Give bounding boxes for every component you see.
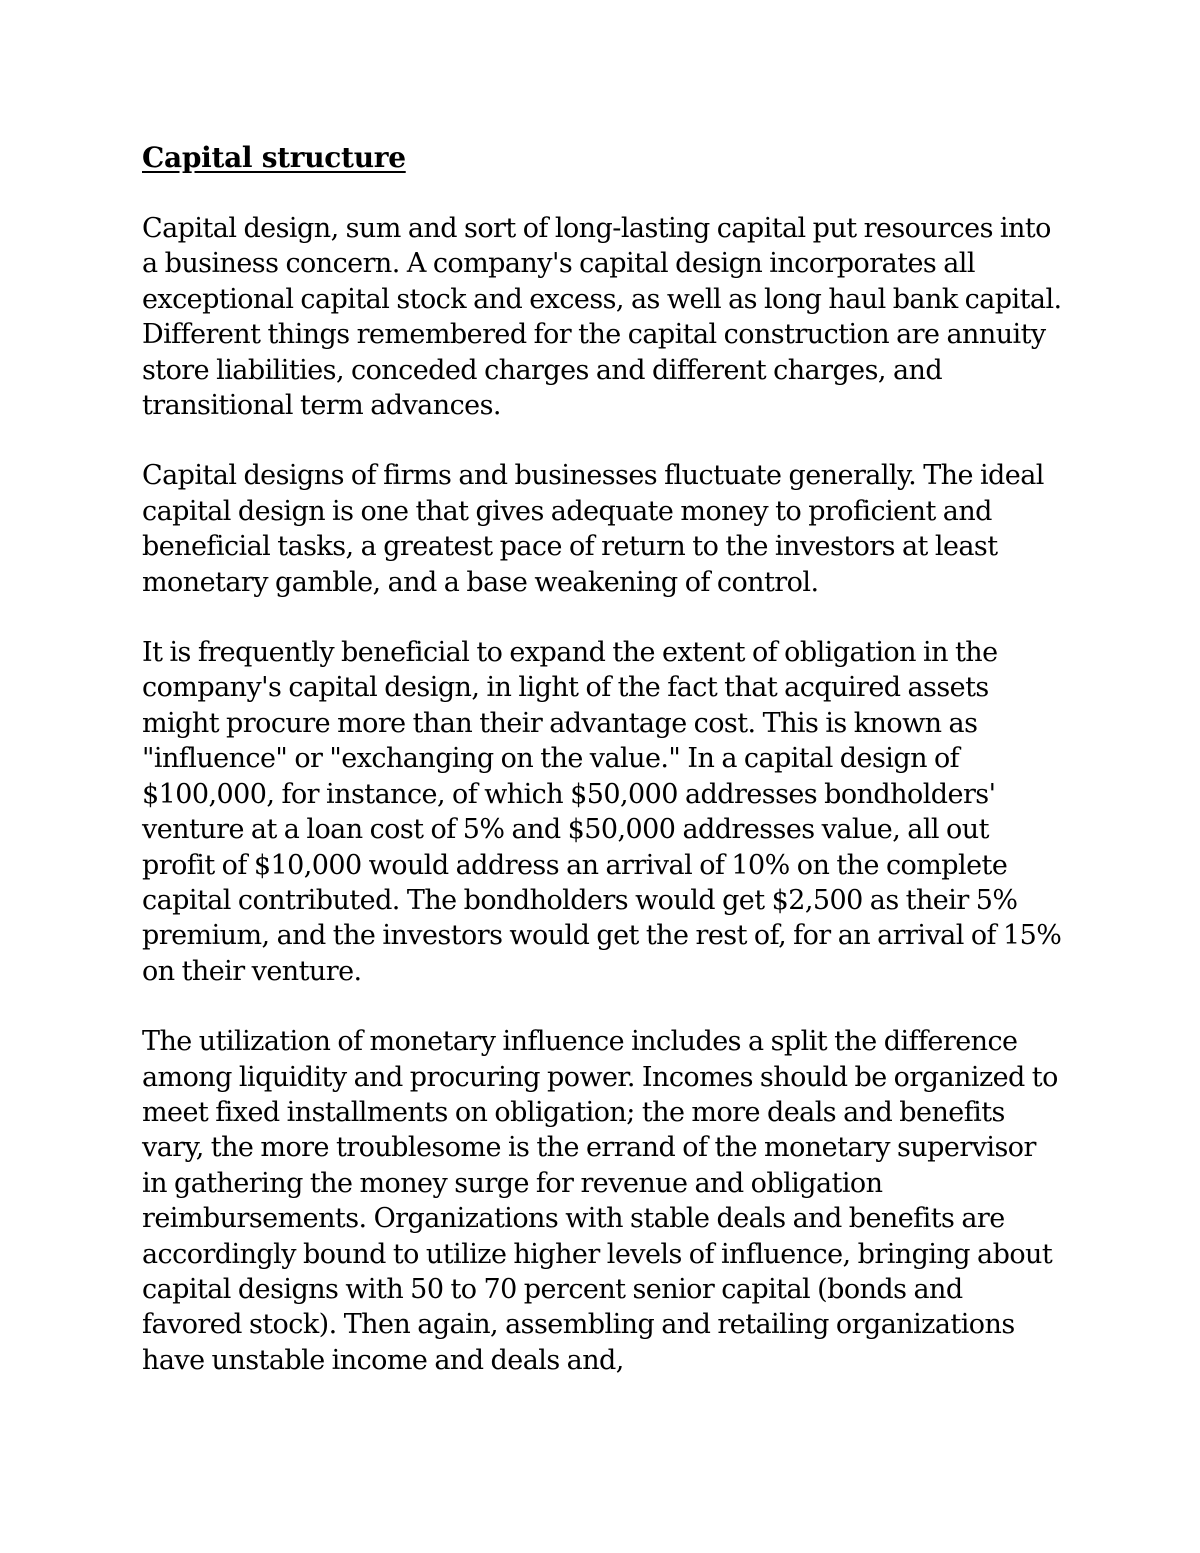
document-title: Capital structure [142,141,406,174]
paragraph-2: Capital designs of firms and businesses fluctuate generally. The ideal capital design is one that gives adequate money to proficient and beneficial tasks, a greatest pace of return to the investors at least monetary gamble, and a base weakening of control. [142,460,1044,598]
paragraph-1: Capital design, sum and sort of long-lasting capital put resources into a business concern. A company's capital design incorporates all exceptional capital stock and excess, as well as long haul bank capital. Different things remembered for the capital construction are annuity store liabilities, conceded charges and different charges, and transitional term advances. [142,213,1062,422]
paragraph-4: The utilization of monetary influence includes a split the difference among liquidity and procuring power. Incomes should be organized to meet fixed installments on obligation; the more deals and benefits vary, the more troublesome is the errand of the monetary supervisor in gathering the money surge for revenue and obligation reimbursements. Organizations with stable deals and benefits are accordingly bound to utilize higher levels of influence, bringing about capital designs with 50 to 70 percent senior capital (bonds and favored stock). Then again, assembling and retailing organizations have unstable income and deals and, [142,1026,1058,1376]
document-body [142,140,1067,1378]
paragraph-3: It is frequently beneficial to expand the extent of obligation in the company's capital design, in light of the fact that acquired assets might procure more than their advantage cost. This is known as "influence" or "exchanging on the value." In a capital design of $100,000, for instance, of which $50,000 addresses bondholders' venture at a loan cost of 5% and $50,000 addresses value, all out profit of $10,000 would address an arrival of 10% on the complete capital contributed. The bondholders would get $2,500 as their 5% premium, and the investors would get the rest of, for an arrival of 15% on their venture. [142,637,1062,987]
